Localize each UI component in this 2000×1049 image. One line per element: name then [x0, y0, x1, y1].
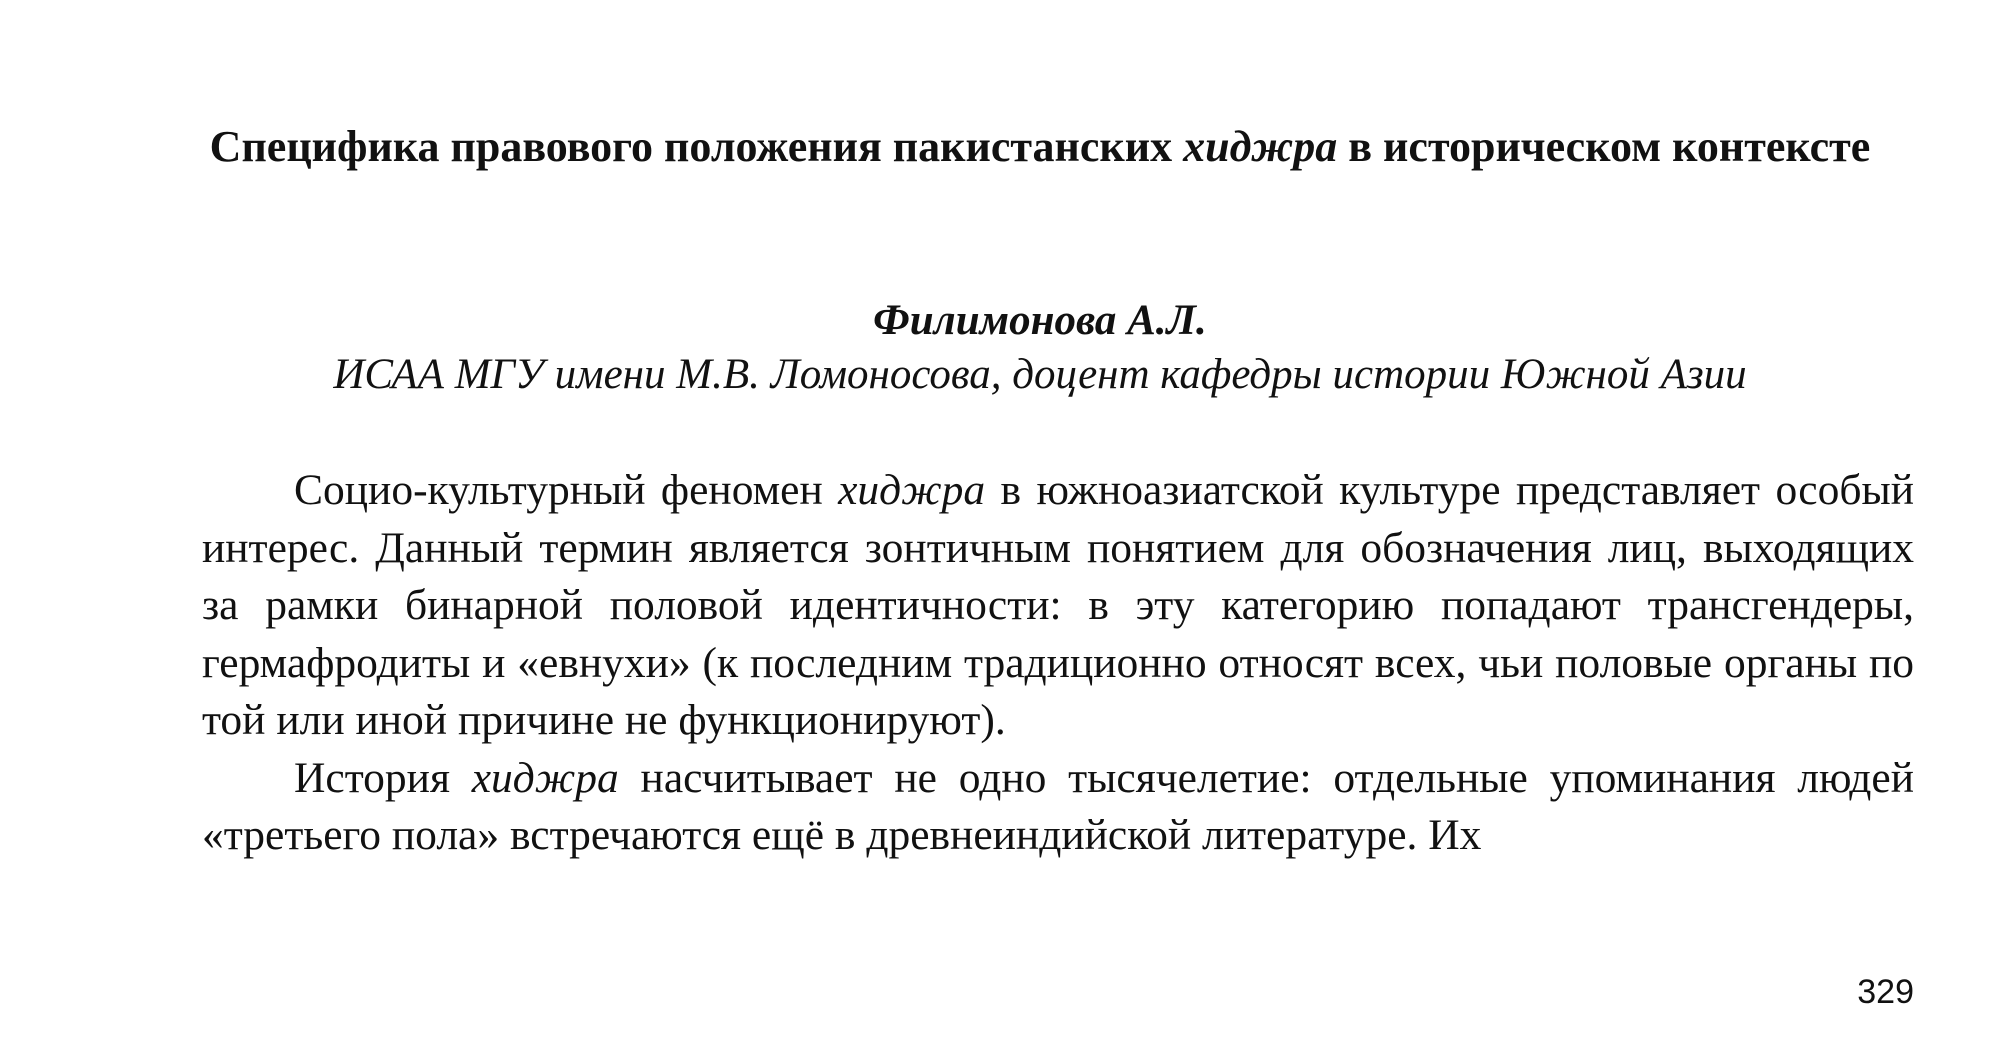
page-number: 329: [1857, 973, 1914, 1011]
title-italic-term: хиджра: [1183, 122, 1338, 171]
article-body: [202, 462, 1914, 865]
article-title: [200, 118, 1880, 176]
title-text-end: в историческом контексте: [1337, 122, 1871, 171]
paragraph-italic-term: хиджра: [838, 466, 986, 514]
paragraph-text: История: [294, 753, 472, 802]
title-text-start: Специфика правового положения пакистанских: [209, 122, 1184, 171]
paragraph: [202, 750, 1914, 865]
paragraph-italic-term: хиджра: [471, 753, 619, 802]
paragraph-text: в южноазиатской культуре представляет особый интерес. Данный термин является зонтичным понятием для обозначения лиц, выходящих за рамки бинарной половой идентичности: в эту категорию попадают трансгендеры, гермафродиты и «евнухи» (к последним традиционно относят всех, чьи половые органы по той или иной причине не функционируют).: [202, 466, 1914, 744]
author-affiliation: ИСАА МГУ имени М.В. Ломоносова, доцент кафедры истории Южной Азии: [333, 351, 1747, 398]
paragraph-text: Социо-культурный феномен: [294, 466, 839, 514]
paragraph: [202, 462, 1914, 750]
paragraph-text: насчитывает не одно тысячелетие: отдельные упоминания людей «третьего пола» встречаются ещё в древнеиндийской литературе. Их: [202, 753, 1914, 859]
author-name: Филимонова А.Л.: [873, 297, 1207, 344]
